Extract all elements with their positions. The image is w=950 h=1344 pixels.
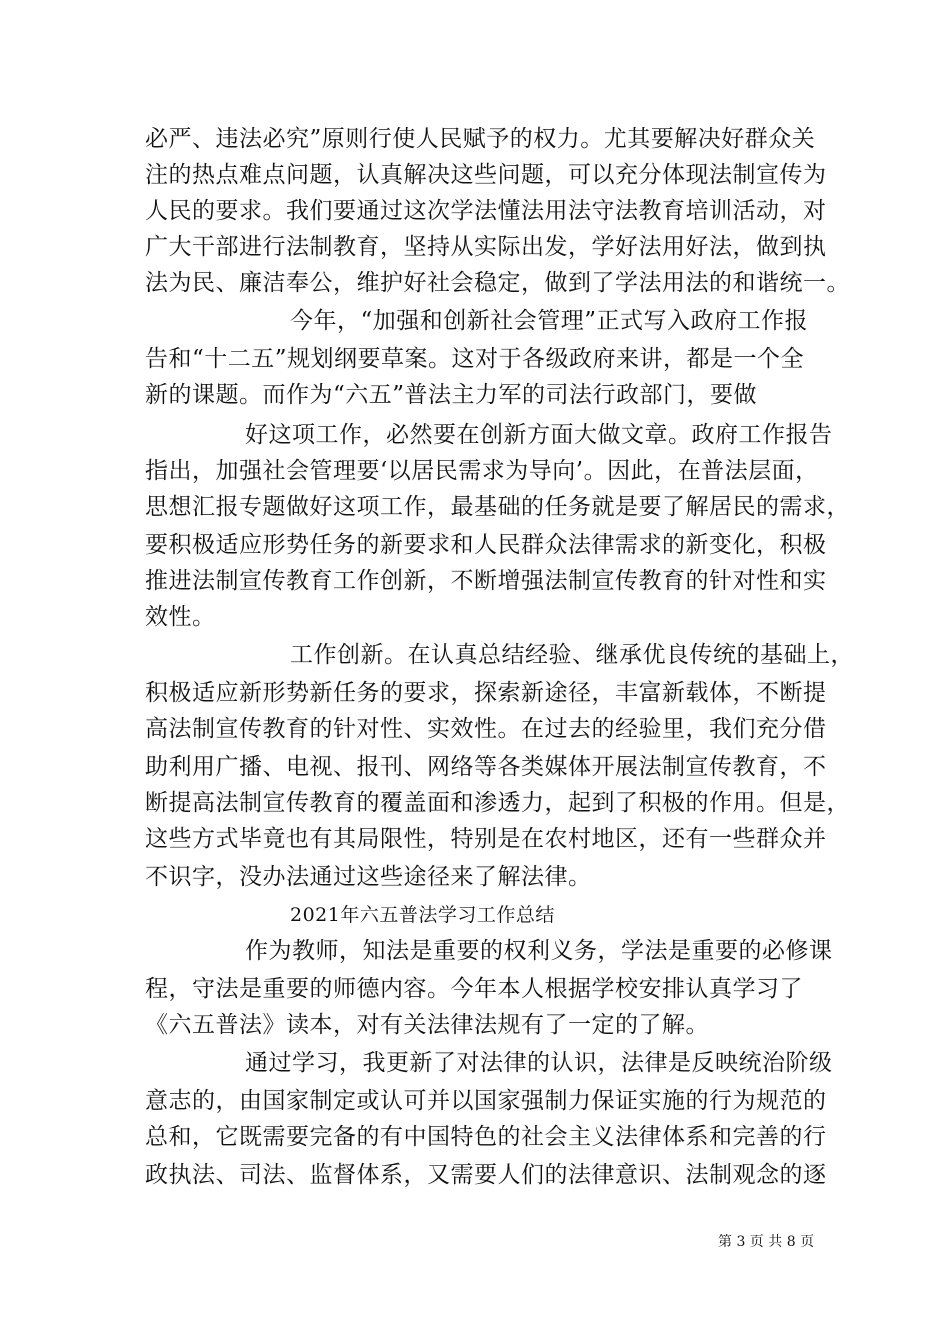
text-line: 必严、违法必究”原则行使人民赋予的权力。尤其要解决好群众关 [145, 126, 816, 152]
text-line: 不识字，没办法通过这些途径来了解法律。 [145, 864, 592, 890]
text-line: 助利用广播、电视、报刊、网络等各类媒体开展法制宣传教育，不 [145, 754, 827, 780]
text-line: 政执法、司法、监督体系，又需要人们的法律意识、法制观念的逐 [145, 1162, 827, 1188]
text-line: 程，守法是重要的师德内容。今年本人根据学校安排认真学习了 [145, 976, 803, 1002]
text-line: 告和“十二五”规划纲要草案。这对于各级政府来讲，都是一个全 [145, 346, 805, 372]
text-line: 新的课题。而作为“六五”普法主力军的司法行政部门，要做 [145, 382, 758, 408]
text-line: 《六五普法》读本，对有关法律法规有了一定的了解。 [145, 1012, 709, 1038]
text-line: 总和，它既需要完备的有中国特色的社会主义法律体系和完善的行 [145, 1124, 827, 1150]
text-line: 断提高法制宣传教育的覆盖面和渗透力，起到了积极的作用。但是， [145, 790, 850, 816]
text-line: 效性。 [145, 604, 216, 630]
paragraph-start: 作为教师，知法是重要的权利义务，学法是重要的必修课 [245, 938, 833, 964]
section-heading: 2021年六五普法学习工作总结 [290, 904, 555, 926]
text-line: 思想汇报专题做好这项工作，最基础的任务就是要了解居民的需求， [145, 494, 850, 520]
text-line: 积极适应新形势新任务的要求，探索新途径，丰富新载体，不断提 [145, 680, 827, 706]
text-line: 注的热点难点问题，认真解决这些问题，可以充分体现法制宣传为 [145, 162, 827, 188]
paragraph-start: 今年，“加强和创新社会管理”正式写入政府工作报 [290, 308, 809, 334]
page-number-footer: 第 3 页 共 8 页 [718, 1234, 815, 1250]
text-line: 法为民、廉洁奉公，维护好社会稳定，做到了学法用法的和谐统一。 [145, 270, 850, 296]
text-line: 意志的，由国家制定或认可并以国家强制力保证实施的行为规范的 [145, 1088, 827, 1114]
text-line: 推进法制宣传教育工作创新，不断增强法制宣传教育的针对性和实 [145, 568, 827, 594]
text-line: 要积极适应形势任务的新要求和人民群众法律需求的新变化，积极 [145, 532, 827, 558]
text-line: 高法制宣传教育的针对性、实效性。在过去的经验里，我们充分借 [145, 716, 827, 742]
text-line: 指出，加强社会管理要‘以居民需求为导向’。因此，在普法层面， [145, 458, 819, 484]
paragraph-start: 工作创新。在认真总结经验、继承优良传统的基础上， [290, 642, 854, 668]
paragraph-start: 通过学习，我更新了对法律的认识，法律是反映统治阶级 [245, 1050, 833, 1076]
paragraph-start: 好这项工作，必然要在创新方面大做文章。政府工作报告 [245, 422, 833, 448]
text-line: 人民的要求。我们要通过这次学法懂法用法守法教育培训活动，对 [145, 198, 827, 224]
text-line: 广大干部进行法制教育，坚持从实际出发，学好法用好法，做到执 [145, 234, 827, 260]
text-line: 这些方式毕竟也有其局限性，特别是在农村地区，还有一些群众并 [145, 826, 827, 852]
